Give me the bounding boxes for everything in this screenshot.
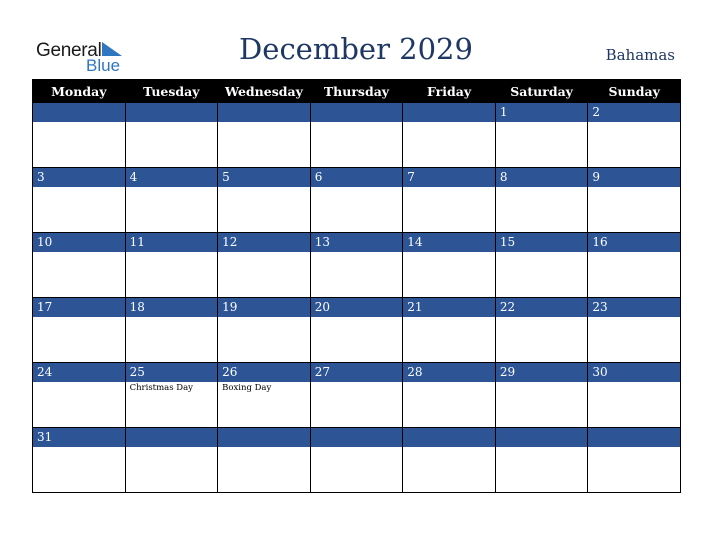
- day-cell: [495, 233, 588, 298]
- day-number: 11: [126, 233, 218, 252]
- day-cell: [125, 428, 218, 493]
- week-row: [33, 168, 681, 233]
- day-number: 3: [33, 168, 125, 187]
- day-number: [218, 428, 310, 447]
- weekday-header: Thursday: [310, 80, 403, 103]
- day-number: 24: [33, 363, 125, 382]
- day-number: 25: [126, 363, 218, 382]
- day-cell: [495, 363, 588, 428]
- day-cell: [33, 363, 126, 428]
- day-number: 23: [588, 298, 680, 317]
- day-cell: [588, 428, 681, 493]
- day-number: 26: [218, 363, 310, 382]
- day-cell: [33, 428, 126, 493]
- day-number: 7: [403, 168, 495, 187]
- day-number: [218, 103, 310, 122]
- day-cell: [218, 363, 311, 428]
- day-cell: [310, 103, 403, 168]
- day-number: 2: [588, 103, 680, 122]
- calendar-grid: [32, 79, 681, 493]
- weekday-header: Monday: [33, 80, 126, 103]
- holiday-label: Boxing Day: [222, 383, 272, 393]
- day-number: 28: [403, 363, 495, 382]
- day-cell: [495, 428, 588, 493]
- day-number: 19: [218, 298, 310, 317]
- country-name: Bahamas: [605, 46, 675, 64]
- day-number: 4: [126, 168, 218, 187]
- day-cell: [33, 168, 126, 233]
- weekday-header-row: [33, 80, 681, 103]
- day-cell: [495, 168, 588, 233]
- day-number: [33, 103, 125, 122]
- logo-text-general: General: [36, 40, 102, 61]
- day-number: [588, 428, 680, 447]
- day-cell: [403, 233, 496, 298]
- day-number: 31: [33, 428, 125, 447]
- day-cell: [125, 103, 218, 168]
- day-cell: [218, 103, 311, 168]
- day-number: 21: [403, 298, 495, 317]
- day-cell: [495, 103, 588, 168]
- day-number: 29: [496, 363, 588, 382]
- day-cell: [403, 103, 496, 168]
- day-number: 16: [588, 233, 680, 252]
- day-number: 27: [311, 363, 403, 382]
- day-cell: [125, 363, 218, 428]
- day-number: 8: [496, 168, 588, 187]
- day-number: 30: [588, 363, 680, 382]
- day-cell: [310, 233, 403, 298]
- day-cell: [218, 233, 311, 298]
- week-row: [33, 363, 681, 428]
- day-cell: [588, 363, 681, 428]
- weekday-header: Sunday: [588, 80, 681, 103]
- day-cell: [588, 103, 681, 168]
- day-cell: [403, 298, 496, 363]
- day-cell: [310, 363, 403, 428]
- day-cell: [588, 298, 681, 363]
- day-cell: [218, 428, 311, 493]
- day-number: [311, 428, 403, 447]
- day-number: [496, 428, 588, 447]
- day-number: [126, 103, 218, 122]
- day-number: 6: [311, 168, 403, 187]
- day-number: 14: [403, 233, 495, 252]
- day-number: 9: [588, 168, 680, 187]
- week-row: [33, 298, 681, 363]
- day-cell: [588, 168, 681, 233]
- day-cell: [495, 298, 588, 363]
- day-cell: [310, 428, 403, 493]
- day-number: 13: [311, 233, 403, 252]
- day-number: 20: [311, 298, 403, 317]
- day-number: [126, 428, 218, 447]
- day-cell: [310, 168, 403, 233]
- day-cell: [218, 298, 311, 363]
- day-number: 22: [496, 298, 588, 317]
- day-number: [403, 428, 495, 447]
- calendar-title: December 2029: [239, 32, 473, 66]
- day-number: [403, 103, 495, 122]
- week-row: [33, 233, 681, 298]
- day-number: 10: [33, 233, 125, 252]
- day-number: 1: [496, 103, 588, 122]
- holiday-label: Christmas Day: [129, 383, 193, 393]
- day-cell: [588, 233, 681, 298]
- day-cell: [218, 168, 311, 233]
- day-number: 12: [218, 233, 310, 252]
- day-cell: [125, 298, 218, 363]
- day-cell: [310, 298, 403, 363]
- weekday-header: Tuesday: [125, 80, 218, 103]
- day-number: 17: [33, 298, 125, 317]
- day-cell: [403, 428, 496, 493]
- day-cell: [403, 168, 496, 233]
- day-number: 5: [218, 168, 310, 187]
- day-number: 15: [496, 233, 588, 252]
- logo-text-blue: Blue: [86, 56, 121, 75]
- week-row: [33, 428, 681, 493]
- day-cell: [33, 233, 126, 298]
- week-row: [33, 103, 681, 168]
- weekday-header: Friday: [403, 80, 496, 103]
- day-cell: [33, 298, 126, 363]
- weekday-header: Wednesday: [218, 80, 311, 103]
- day-cell: [125, 168, 218, 233]
- day-cell: [403, 363, 496, 428]
- weekday-header: Saturday: [495, 80, 588, 103]
- day-cell: [125, 233, 218, 298]
- day-cell: [33, 103, 126, 168]
- day-number: 18: [126, 298, 218, 317]
- day-number: [311, 103, 403, 122]
